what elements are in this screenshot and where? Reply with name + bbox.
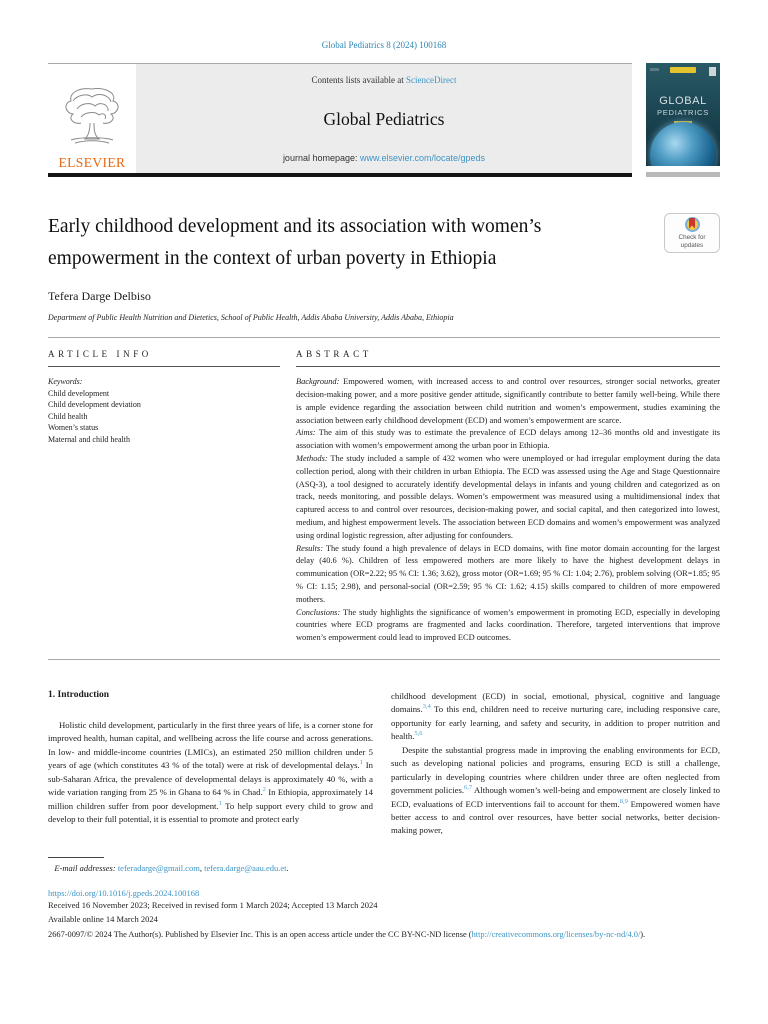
body-columns <box>48 690 720 838</box>
abstract-column <box>296 338 720 645</box>
keyword-item: Maternal and child health <box>48 434 130 444</box>
cover-title-line2: PEDIATRICS <box>656 108 709 117</box>
license-line: 2667-0097/© 2024 The Author(s). Published by Elsevier Inc. This is an open access article under the CC BY-NC-ND license (http://creativecommons.org/licenses/by-nc-nd/4.0/). <box>48 929 646 939</box>
abstract-methods: Methods: The study included a sample of 432 women who were unemployed or had irregular employment during the data collection period, along with their children in urban Ethiopia. The ECD was assessed using the Age and Stage Questionnaire (ASQ-3), a tool designed to accurately identify developmental delays in infants and young children and categorized as on track, needs monitoring, and possible delays. Women’s empowerment was measured using a multidimensional index that captured access to and control over resources, decision-making power, and social capital, and then categorized into lowest, medium, and highest empowerment levels. The association between ECD domains and women’s empowerment was analyzed using ordinal logistic regression, after adjusting for confounders. <box>296 453 720 540</box>
keyword-item: Child development <box>48 388 110 398</box>
abstract-label: Conclusions: <box>296 607 341 617</box>
reference-link[interactable]: 3,4 <box>422 703 431 711</box>
intro-paragraph-2: Despite the substantial progress made in improving the enabling environments for ECD, such as developing national policies and programs, ensuring ECD is still a challenge, particularly in developing countries where children under three are often neglected from government policies.$^{6,7}$ Although women’s well-being and empowerment are closely linked to ECD, evaluations of ECD interventions fail to account for them.$^{8,9}$ Empowered women have better access to and control over resources, have better social networks, better decision-making power, <box>391 744 720 836</box>
abstract-label: Background: <box>296 377 340 387</box>
abstract-label: Methods: <box>296 453 328 463</box>
reference-link[interactable]: 1 <box>218 799 222 807</box>
crossmark-icon <box>685 217 700 232</box>
journal-header <box>48 63 720 177</box>
cover-title-line1: GLOBAL <box>659 95 707 107</box>
doi-link[interactable]: https://doi.org/10.1016/j.gpeds.2024.100168 <box>48 887 200 898</box>
earth-image <box>650 122 716 166</box>
left-column <box>48 690 373 838</box>
received-line: Received 16 November 2023; Received in revised form 1 March 2024; Accepted 13 March 2024 <box>48 899 378 910</box>
homepage-link[interactable]: www.elsevier.com/locate/gpeds <box>360 153 486 163</box>
elsevier-tree-icon <box>59 85 125 154</box>
email-footnote: E-mail addresses: teferadarge@gmail.com, tefera.darge@aau.edu.et. <box>54 862 289 873</box>
email-link-2[interactable]: tefera.darge@aau.edu.et <box>204 862 287 873</box>
abstract-heading: ABSTRACT <box>296 338 720 367</box>
keyword-item: Women’s status <box>48 423 99 433</box>
abstract-background: Background: Empowered women, with increased access to and control over resources, stronger social networks, greater decision-making power, and a more positive gender attitude, significantly contribute to better family well-being. While there is ample evidence regarding the association between child nutrition and women’s empowerment, studies examining the association between early childhood development (ECD) and women’s empowerment are scarce. <box>296 377 720 425</box>
intro-paragraph-1-continued: childhood development (ECD) in social, emotional, physical, cognitive and language domains.$^{3,4}$ To this end, children need to receive nurturing care, including responsive care, opportunity for early learning, and safety and security, in addition to proper nutrition and health.$^{5,6}$ <box>391 690 720 742</box>
homepage-line: journal homepage: www.elsevier.com/locate/gpeds <box>282 153 486 163</box>
email-link-1[interactable]: teferadarge@gmail.com <box>117 862 200 873</box>
keywords-label: Keywords: <box>48 377 83 387</box>
contents-line: Contents lists available at ScienceDirect <box>311 75 457 85</box>
cover-publisher-mark <box>709 67 716 76</box>
abstract-label: Results: <box>296 543 323 553</box>
article-title: Early childhood development and its association with women’s empowerment in the context of urban poverty in Ethiopia <box>48 216 542 269</box>
elsevier-logo[interactable] <box>48 64 136 173</box>
header-band <box>136 64 632 173</box>
abstract-label: Aims: <box>296 428 316 438</box>
reference-link[interactable]: 8,9 <box>619 797 628 805</box>
keyword-item: Child health <box>48 411 88 421</box>
abstract-conclusions: Conclusions: The study highlights the significance of women’s empowerment in promoting ECD, especially in developing countries where ECD programs are fragmented and lacks coordination. Therefore, targeted interventions that improve women’s empowerment could lead to improved ECD outcomes. <box>296 607 720 643</box>
elsevier-wordmark: ELSEVIER <box>58 155 126 170</box>
abstract-aims: Aims: The aim of this study was to estimate the prevalence of ECD delays among 12–36 months old and investigate its association with women’s empowerment among the urban poor in Ethiopia. <box>296 428 720 451</box>
right-column <box>391 690 720 838</box>
keyword-item: Child development deviation <box>48 400 141 410</box>
intro-paragraph-1: Holistic child development, particularly in the first three years of life, is a corner stone for improved health, human capital, and wellbeing across the life course and across generations. In low- and middle-income countries (LMICs), an estimated 250 million children under 5 years of age (which constitutes 43 % of the total) were at risk of developmental delays.$^1$ In sub-Saharan Africa, the prevalence of developmental delays is approximately 40 %, with a wide variation ranging from 25 % in Ghana to 64 % in Chad.$^2$ In Ethiopia, approximately 14 million children suffer from poor development.$^1$ To help support every child to grow and develop to their full potential, it is essential to promote and protect early <box>48 719 373 825</box>
cover-imprint <box>650 68 659 71</box>
section-heading-introduction: 1. Introduction <box>48 689 110 700</box>
available-online-line: Available online 14 March 2024 <box>48 914 158 925</box>
reference-link[interactable]: 1 <box>359 759 363 767</box>
article-info-column <box>48 338 280 645</box>
reference-link[interactable]: 2 <box>262 786 266 794</box>
author-affiliation: Department of Public Health Nutrition and Dietetics, School of Public Health, Addis Ababa University, Addis Ababa, Ethiopia <box>48 313 454 323</box>
sciencedirect-link[interactable]: ScienceDirect <box>406 75 457 85</box>
cover-divider <box>646 172 720 177</box>
abstract-results: Results: The study found a high prevalence of delays in ECD domains, with fine motor domain accounting for the largest delay (40.6 %). Children of less empowered mothers are more likely to have the highest development delays in communication (OR=2.22; 95 % CI: 1.36; 3.62), gross motor (OR=1.69; 95 % CI: 1.04; 2.76), problem solving (OR=1.85; 95 % CI: 1.15; 2.98), and personal-social (OR=2.59; 95 % CI: 1.62; 4.15) skills compared to children of more empowered mothers. <box>296 543 720 604</box>
article-info-heading: ARTICLE INFO <box>48 338 280 367</box>
journal-title: Global Pediatrics <box>323 108 445 129</box>
reference-link[interactable]: 5,6 <box>414 730 423 738</box>
footnote-rule <box>48 857 104 858</box>
check-updates-badge[interactable]: Check for updates <box>664 213 720 253</box>
cover-open-access-badge <box>670 67 696 73</box>
author-name: Tefera Darge Delbiso <box>48 289 151 304</box>
info-abstract-block <box>48 337 720 660</box>
license-link[interactable]: http://creativecommons.org/licenses/by-nc-nd/4.0/ <box>471 929 641 939</box>
journal-cover[interactable] <box>646 63 720 166</box>
page-citation: Global Pediatrics 8 (2024) 100168 <box>321 40 447 50</box>
reference-link[interactable]: 6,7 <box>464 784 473 792</box>
email-label: E-mail addresses: <box>54 862 118 873</box>
